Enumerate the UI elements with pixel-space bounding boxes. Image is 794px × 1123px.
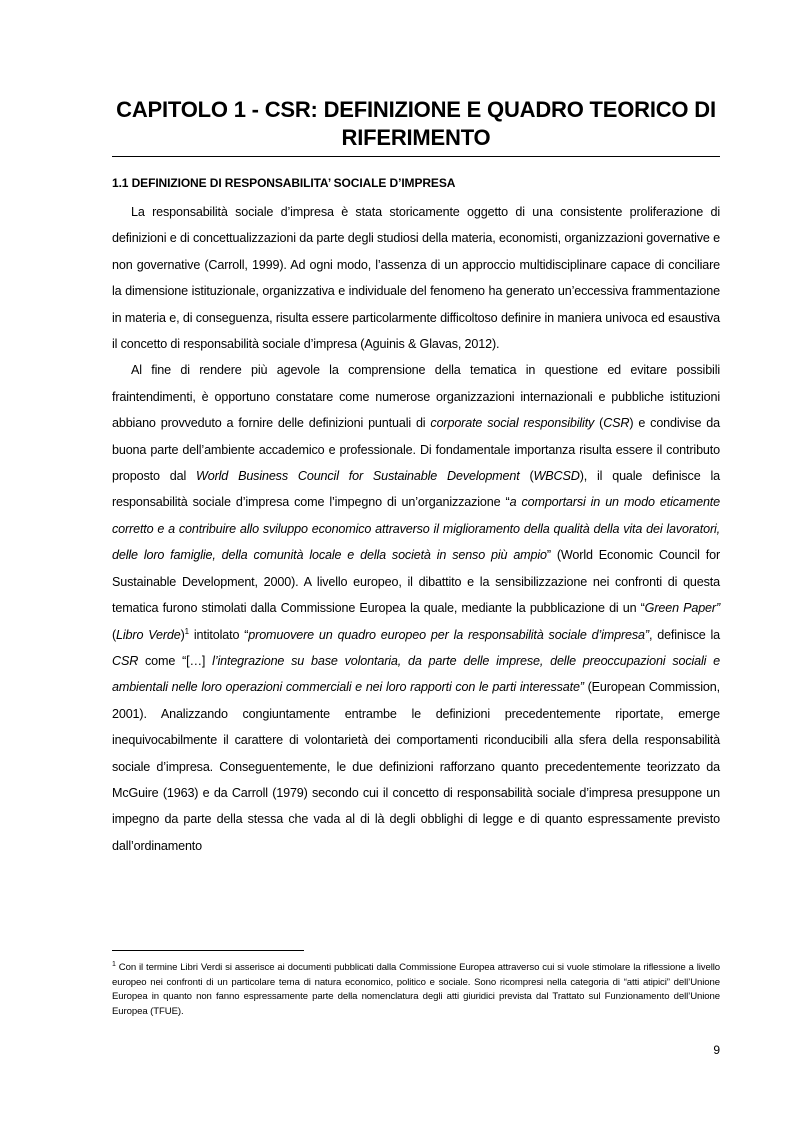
paragraph-2 — [112, 357, 720, 859]
p2-text: ” (World Economic Council for Sustainable Development, 2000). A livello europeo, il dibattito e la sensibilizzazione nei confronti di questa tematica furono stimolati dalla Commissione Europea la quale, mediante la pubblicazione di un “ — [112, 548, 720, 616]
p2-text: ) — [180, 627, 185, 642]
p2-italic: CSR — [112, 653, 139, 668]
paragraph-1: La responsabilità sociale d’impresa è stata storicamente oggetto di una consistente proliferazione di definizioni e di concettualizzazioni da parte degli studiosi della materia, economisti, organizzazioni governative e non governative (Carroll, 1999). Ad ogni modo, l’assenza di un approccio multidisciplinare capace di conciliare la dimensione istituzionale, organizzativa e individuale del fenomeno ha generato un’eccessiva frammentazione in materia e, di conseguenza, risulta essere particolarmente difficoltoso definire in maniera univoca ed esaustiva il concetto di responsabilità sociale d’impresa (Aguinis & Glavas, 2012). — [112, 205, 720, 352]
footnote-text: Con il termine Libri Verdi si asserisce ai documenti pubblicati dalla Commissione Europea attraverso cui si vuole stimolare la riflessione a livello europeo nei confronti di un particolare tema di natura economico, politico e sociale. Sono ricompresi nella categoria di “atti atipici” dell’Unione Europea in quanto non fanno espressamente parte della nomenclatura degli atti giuridici prevista dal Trattato sul Funzionamento dell’Unione Europea (TFUE). — [112, 962, 720, 1018]
body-text — [112, 199, 720, 859]
p2-text: Al fine di rendere più agevole la comprensione della tematica in questione ed evitare possibili fraintendimenti, è opportuno constatare come numerose organizzazioni internazionali e pubbliche istituzioni abbiano provveduto a fornire delle definizioni puntuali di — [112, 363, 720, 431]
section-heading: 1.1 DEFINIZIONE DI RESPONSABILITA’ SOCIALE D’IMPRESA — [112, 176, 456, 190]
p2-italic: a comportarsi in un modo eticamente corretto e a contribuire allo sviluppo economico attraverso il miglioramento della qualità della vita dei lavoratori, delle loro famiglie, della comunità locale e della società in senso più ampio — [112, 495, 720, 563]
footnote-number: 1 — [112, 960, 116, 968]
p2-italic: WBCSD — [533, 469, 580, 484]
footnote-separator — [112, 950, 304, 951]
footnote — [112, 961, 720, 1020]
page-number: 9 — [713, 1043, 720, 1057]
p2-italic: CSR — [603, 416, 630, 431]
p2-italic: Libro Verde — [116, 627, 181, 642]
p2-text: (European Commission, 2001). Analizzando congiuntamente entrambe le definizioni precedentemente riportate, emerge inequivocabilmente il carattere di volontarietà dei comportamenti riconducibili alla sfera della responsabilità sociale d’impresa. Conseguentemente, le due definizioni rafforzano quanto precedentemente teorizzato da McGuire (1963) e da Carroll (1979) secondo cui il concetto di responsabilità sociale d’impresa presuppone un impegno da parte della stessa che vada al di là degli obblighi di legge e di quanto espressamente previsto dall’ordinamento — [112, 680, 720, 853]
p2-text: ( — [112, 627, 117, 642]
p2-text: intitolato “ — [188, 627, 249, 642]
p2-italic: corporate social responsibility — [430, 416, 595, 431]
p2-text: , definisce la — [648, 627, 721, 642]
p2-text: ) e condivise da buona parte dell’ambiente accademico e professionale. Di fondamentale importanza risulta essere il contributo proposto dal — [112, 416, 721, 484]
p2-text: ( — [594, 416, 604, 431]
title-underline — [112, 156, 720, 157]
p2-text: ), il quale definisce la responsabilità sociale d’impresa come l’impegno di un’organizzazione “ — [112, 469, 720, 510]
p2-italic: World Business Council for Sustainable Development — [196, 469, 520, 484]
p2-italic: Green Paper” — [644, 601, 720, 616]
p2-text: ( — [519, 469, 534, 484]
p2-text: come “[…] — [138, 653, 213, 668]
footnote-reference[interactable]: 1 — [184, 626, 189, 636]
p2-italic: promuovere un quadro europeo per la responsabilità sociale d’impresa” — [248, 627, 649, 642]
chapter-title: CAPITOLO 1 - CSR: DEFINIZIONE E QUADRO TEORICO DI RIFERIMENTO — [116, 97, 716, 150]
p2-italic: l’integrazione su base volontaria, da parte delle imprese, delle preoccupazioni sociali e ambientali nelle loro operazioni commerciali e nei loro rapporti con le parti interessate” — [112, 653, 720, 695]
